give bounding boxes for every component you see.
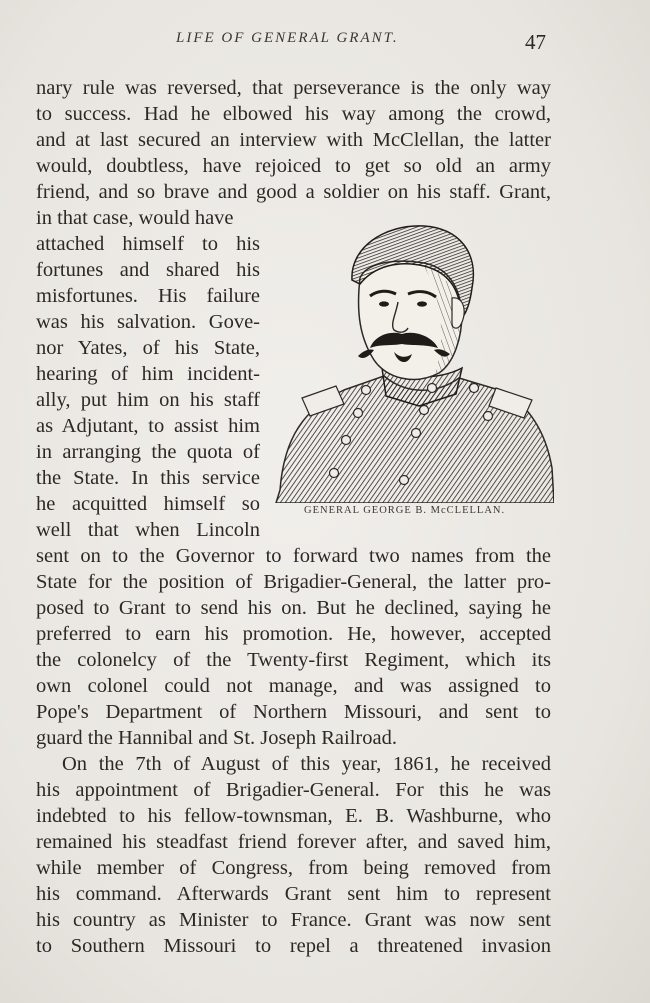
text-line: State for the position of Brigadier-General, the latter pro- — [36, 571, 551, 593]
text-line: hearing of him incident- — [36, 363, 260, 385]
text-line: was his salvation. Gove- — [36, 311, 260, 333]
text-line: preferred to earn his promotion. He, however, accepted — [36, 623, 551, 645]
text-line: to Southern Missouri to repel a threatened invasion — [36, 935, 551, 957]
text-line: friend, and so brave and good a soldier on his staff. Grant, — [36, 181, 551, 203]
text-line: guard the Hannibal and St. Joseph Railroad. — [36, 727, 397, 749]
text-line: nary rule was reversed, that perseverance is the only way — [36, 77, 551, 99]
text-line: would, doubtless, have rejoiced to get so old an army — [36, 155, 551, 177]
text-line: fortunes and shared his — [36, 259, 260, 281]
text-line: Pope's Department of Northern Missouri, and sent to — [36, 701, 551, 723]
text-line: remained his steadfast friend forever after, and saved him, — [36, 831, 551, 853]
text-line: well that when Lincoln — [36, 519, 260, 541]
text-line: to success. Had he elbowed his way among the crowd, — [36, 103, 551, 125]
running-head: LIFE OF GENERAL GRANT. — [176, 30, 399, 46]
text-line: misfortunes. His failure — [36, 285, 260, 307]
text-line: the State. In this service — [36, 467, 260, 489]
page-number: 47 — [525, 30, 546, 54]
text-line: while member of Congress, from being removed from — [36, 857, 551, 879]
text-line: his country as Minister to France. Grant was now sent — [36, 909, 551, 931]
text-line: ally, put him on his staff — [36, 389, 260, 411]
text-line: his appointment of Brigadier-General. For this he was — [36, 779, 551, 801]
text-line: indebted to his fellow-townsman, E. B. Washburne, who — [36, 805, 551, 827]
text-line: as Adjutant, to assist him — [36, 415, 260, 437]
text-line: and at last secured an interview with McClellan, the latter — [36, 129, 551, 151]
text-line: in arranging the quota of — [36, 441, 260, 463]
portrait-engraving — [274, 218, 554, 503]
text-line: own colonel could not manage, and was assigned to — [36, 675, 551, 697]
text-line: nor Yates, of his State, — [36, 337, 260, 359]
text-line: sent on to the Governor to forward two names from the — [36, 545, 551, 567]
paragraph-first-line: On the 7th of August of this year, 1861, he received — [62, 753, 551, 775]
text-line: he acquitted himself so — [36, 493, 260, 515]
text-line: posed to Grant to send his on. But he declined, saying he — [36, 597, 551, 619]
text-line: his command. Afterwards Grant sent him to represent — [36, 883, 551, 905]
text-line: in that case, would have — [36, 207, 234, 229]
figure-caption: GENERAL GEORGE B. McCLELLAN. — [304, 505, 506, 516]
text-line: the colonelcy of the Twenty-first Regiment, which its — [36, 649, 551, 671]
text-line: attached himself to his — [36, 233, 260, 255]
